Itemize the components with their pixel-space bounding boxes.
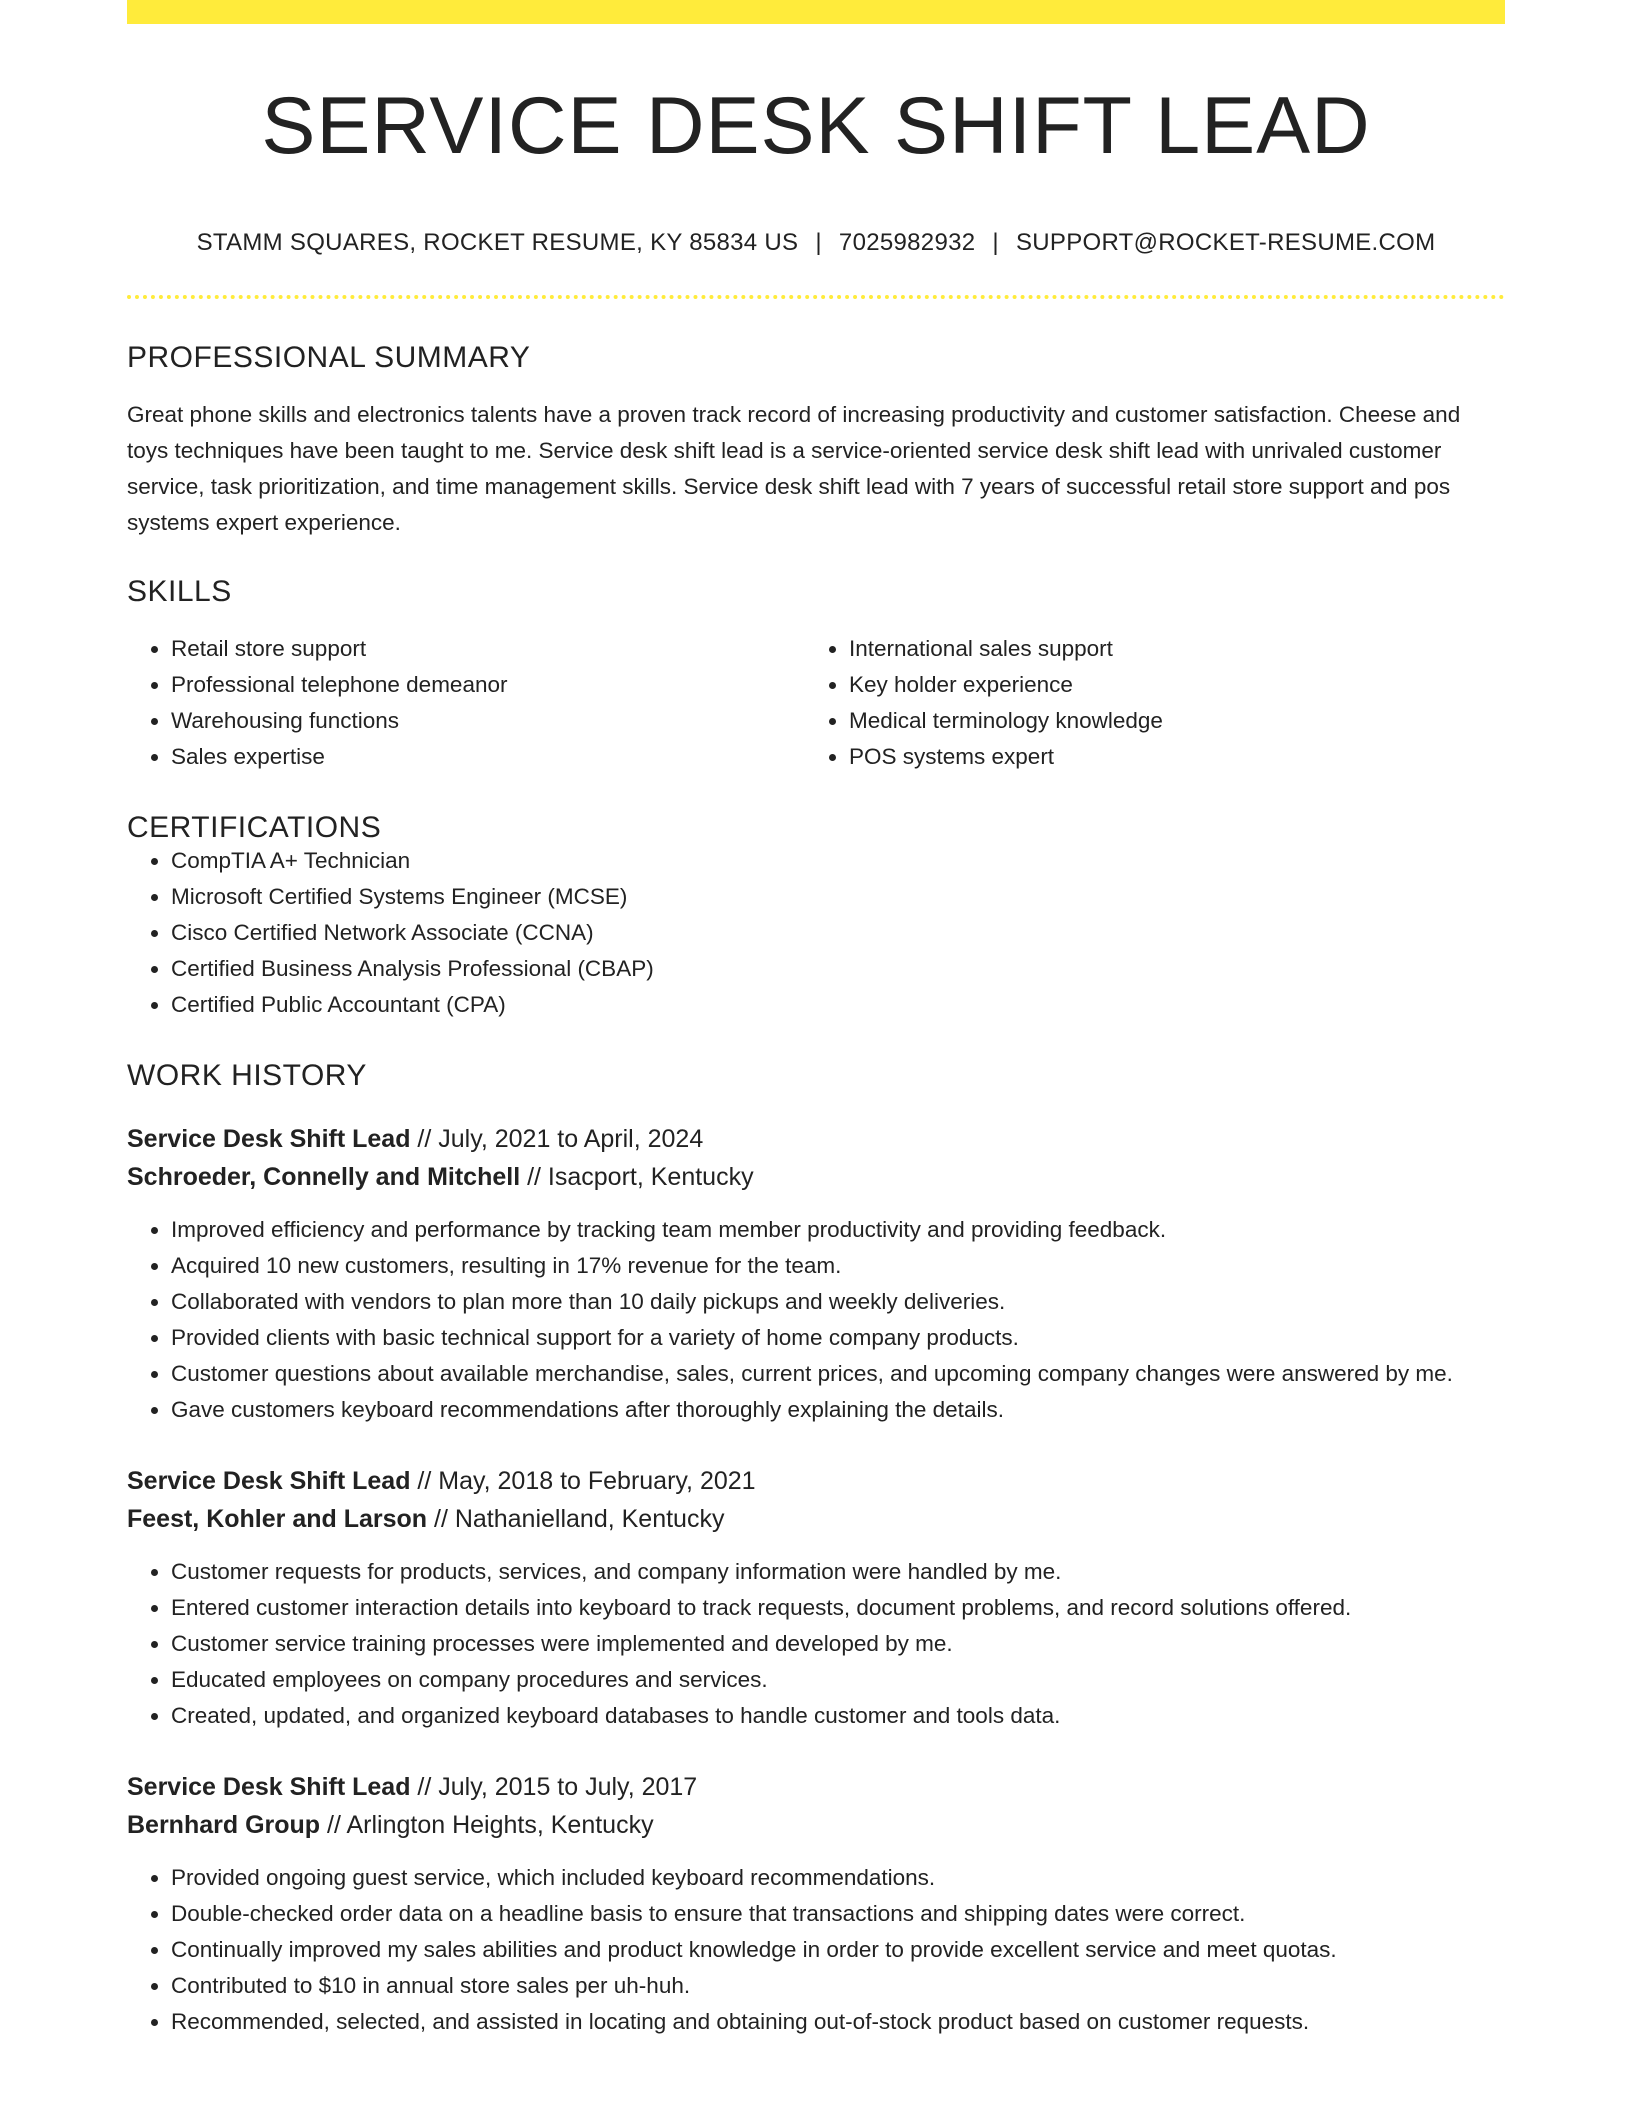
job-bullet: • Acquired 10 new customers, resulting in 17% revenue for the team. [171,1248,1505,1284]
job-company-line [127,1806,1505,1844]
certification-item: • CompTIA A+ Technician [171,843,1505,879]
job-role-line [127,1462,1505,1500]
job-bullet: • Collaborated with vendors to plan more than 10 daily pickups and weekly deliveries. [171,1284,1505,1320]
certifications-heading: CERTIFICATIONS [127,811,382,844]
certification-item: • Certified Business Analysis Professional (CBAP) [171,951,1505,987]
skill-item: • Warehousing functions [171,703,805,739]
skill-item: • Sales expertise [171,739,805,775]
candidate-name: SERVICE DESK SHIFT LEAD [261,81,1371,171]
job-company-line [127,1500,1505,1538]
job-bullet: • Educated employees on company procedures and services. [171,1662,1505,1698]
skill-item: • Professional telephone demeanor [171,667,805,703]
skill-item: • International sales support [849,631,1483,667]
job-role: Service Desk Shift Lead [127,1125,411,1153]
job-dates: // July, 2015 to July, 2017 [410,1773,698,1801]
job-dates: // May, 2018 to February, 2021 [410,1467,756,1495]
job-role-line [127,1768,1505,1806]
job-bullet: • Entered customer interaction details into keyboard to track requests, document problems, and record solutions offered. [171,1590,1505,1626]
certifications-list [127,843,1505,1023]
skills-column-right [805,631,1483,775]
contact-separator: | [992,229,999,256]
job-bullets [127,1554,1505,1734]
summary-heading: PROFESSIONAL SUMMARY [127,341,531,374]
summary-text: Great phone skills and electronics talents have a proven track record of increasing productivity and customer satisfaction. Cheese and toys techniques have been taught to me. Service desk shift lead is a service-oriented service desk shift lead with unrivaled customer service, task prioritization, and time management skills. Service desk shift lead with 7 years of successful retail store support and pos systems expert experience. [127,402,1461,535]
job-dates: // July, 2021 to April, 2024 [410,1125,704,1153]
skill-item: • Retail store support [171,631,805,667]
skill-item: • POS systems expert [849,739,1483,775]
job-bullet: • Improved efficiency and performance by tracking team member productivity and providing feedback. [171,1212,1505,1248]
job-location: // Nathanielland, Kentucky [427,1505,725,1533]
certification-item: • Cisco Certified Network Associate (CCNA) [171,915,1505,951]
work-history-heading: WORK HISTORY [127,1059,367,1092]
contact-separator: | [815,229,822,256]
job-company: Feest, Kohler and Larson [127,1505,428,1533]
job-bullets [127,1212,1505,1428]
job-entry [127,1768,1505,2040]
job-company: Schroeder, Connelly and Mitchell [127,1163,521,1191]
skill-item: • Medical terminology knowledge [849,703,1483,739]
skills-column-left [127,631,805,775]
job-bullet: • Provided clients with basic technical support for a variety of home company products. [171,1320,1505,1356]
contact-line [127,231,1505,255]
job-bullet: • Customer questions about available merchandise, sales, current prices, and upcoming company changes were answered by me. [171,1356,1505,1392]
contact-email[interactable]: SUPPORT@ROCKET-RESUME.COM [1015,229,1436,256]
job-bullet: • Continually improved my sales abilities and product knowledge in order to provide excellent service and meet quotas. [171,1932,1505,1968]
certification-item: • Certified Public Accountant (CPA) [171,987,1505,1023]
accent-top-bar [127,0,1505,24]
job-bullet: • Customer service training processes were implemented and developed by me. [171,1626,1505,1662]
job-location: // Isacport, Kentucky [520,1163,754,1191]
job-bullet: • Created, updated, and organized keyboard databases to handle customer and tools data. [171,1698,1505,1734]
job-bullets [127,1860,1505,2040]
job-role-line [127,1120,1505,1158]
job-entry [127,1120,1505,1428]
job-company-line [127,1158,1505,1196]
skill-item: • Key holder experience [849,667,1483,703]
skills-list [127,631,1505,775]
job-bullet: • Customer requests for products, services, and company information were handled by me. [171,1554,1505,1590]
job-bullet: • Contributed to $10 in annual store sales per uh-huh. [171,1968,1505,2004]
job-bullet: • Double-checked order data on a headline basis to ensure that transactions and shipping dates were correct. [171,1896,1505,1932]
contact-phone[interactable]: 7025982932 [838,229,976,256]
certification-item: • Microsoft Certified Systems Engineer (MCSE) [171,879,1505,915]
job-role: Service Desk Shift Lead [127,1467,411,1495]
job-role: Service Desk Shift Lead [127,1773,411,1801]
job-entry [127,1462,1505,1734]
dotted-divider [127,295,1505,299]
job-company: Bernhard Group [127,1811,321,1839]
contact-address: STAMM SQUARES, ROCKET RESUME, KY 85834 US [196,229,799,256]
skills-heading: SKILLS [127,575,232,608]
resume-page [127,0,1505,2040]
job-location: // Arlington Heights, Kentucky [320,1811,654,1839]
job-bullet: • Gave customers keyboard recommendations after thoroughly explaining the details. [171,1392,1505,1428]
job-bullet: • Provided ongoing guest service, which included keyboard recommendations. [171,1860,1505,1896]
job-bullet: • Recommended, selected, and assisted in locating and obtaining out-of-stock product based on customer requests. [171,2004,1505,2040]
